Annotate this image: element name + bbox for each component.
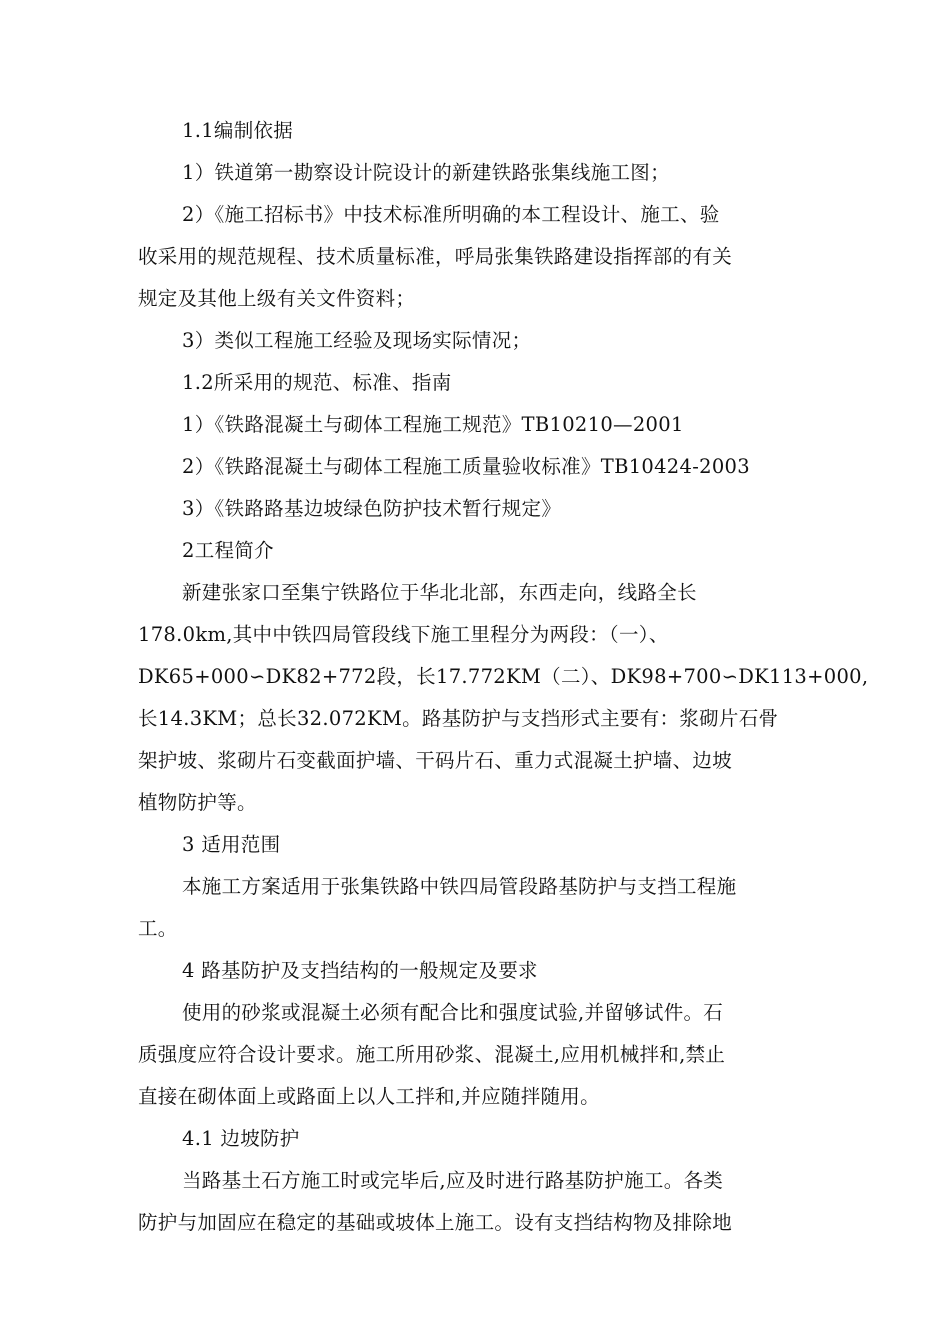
overview-paragraph-line-5: 架护坡、浆砌片石变截面护墙、干码片石、重力式混凝土护墙、边坡 <box>138 749 733 772</box>
section-heading-3: 3 适用范围 <box>182 833 281 856</box>
requirements-paragraph-line-2: 质强度应符合设计要求。施工所用砂浆、混凝土,应用机械拌和,禁止 <box>138 1043 726 1066</box>
requirements-paragraph-line-3: 直接在砌体面上或路面上以人工拌和,并应随拌随用。 <box>138 1085 600 1108</box>
section-heading-4: 4 路基防护及支挡结构的一般规定及要求 <box>182 959 538 982</box>
scope-paragraph-line-2: 工。 <box>138 917 178 940</box>
overview-paragraph-line-4: 长14.3KM；总长32.072KM。路基防护与支挡形式主要有：浆砌片石骨 <box>138 707 779 730</box>
requirements-paragraph-line-1: 使用的砂浆或混凝土必须有配合比和强度试验,并留够试件。石 <box>182 1001 724 1024</box>
overview-paragraph-line-1: 新建张家口至集宁铁路位于华北北部，东西走向，线路全长 <box>182 581 697 604</box>
basis-item-2-cont-1: 收采用的规范规程、技术质量标准，呼局张集铁路建设指挥部的有关 <box>138 245 733 268</box>
slope-paragraph-line-2: 防护与加固应在稳定的基础或坡体上施工。设有支挡结构物及排除地 <box>138 1211 733 1234</box>
standard-item-2: 2）《铁路混凝土与砌体工程施工质量验收标准》TB10424-2003 <box>182 455 750 478</box>
overview-paragraph-line-3: DK65+000∽DK82+772段，长17.772KM（二）、DK98+700∽DK113+000, <box>138 665 869 688</box>
section-heading-4-1: 4.1 边坡防护 <box>182 1127 300 1150</box>
basis-item-2-cont-2: 规定及其他上级有关文件资料； <box>138 287 416 310</box>
scope-paragraph-line-1: 本施工方案适用于张集铁路中铁四局管段路基防护与支挡工程施 <box>182 875 737 898</box>
section-heading-2: 2工程简介 <box>182 539 274 562</box>
standard-item-1: 1）《铁路混凝土与砌体工程施工规范》TB10210—2001 <box>182 413 684 436</box>
slope-paragraph-line-1: 当路基土石方施工时或完毕后,应及时进行路基防护施工。各类 <box>182 1169 724 1192</box>
overview-paragraph-line-6: 植物防护等。 <box>138 791 257 814</box>
section-heading-1-2: 1.2所采用的规范、标准、指南 <box>182 371 452 394</box>
overview-paragraph-line-2: 178.0km,其中中铁四局管段线下施工里程分为两段：（一）、 <box>138 623 669 646</box>
basis-item-1: 1）铁道第一勘察设计院设计的新建铁路张集线施工图； <box>182 161 670 184</box>
standard-item-3: 3）《铁路路基边坡绿色防护技术暂行规定》 <box>182 497 562 520</box>
basis-item-3: 3）类似工程施工经验及现场实际情况； <box>182 329 532 352</box>
section-heading-1-1: 1.1编制依据 <box>182 119 294 142</box>
basis-item-2: 2）《施工招标书》中技术标准所明确的本工程设计、施工、验 <box>182 203 720 226</box>
